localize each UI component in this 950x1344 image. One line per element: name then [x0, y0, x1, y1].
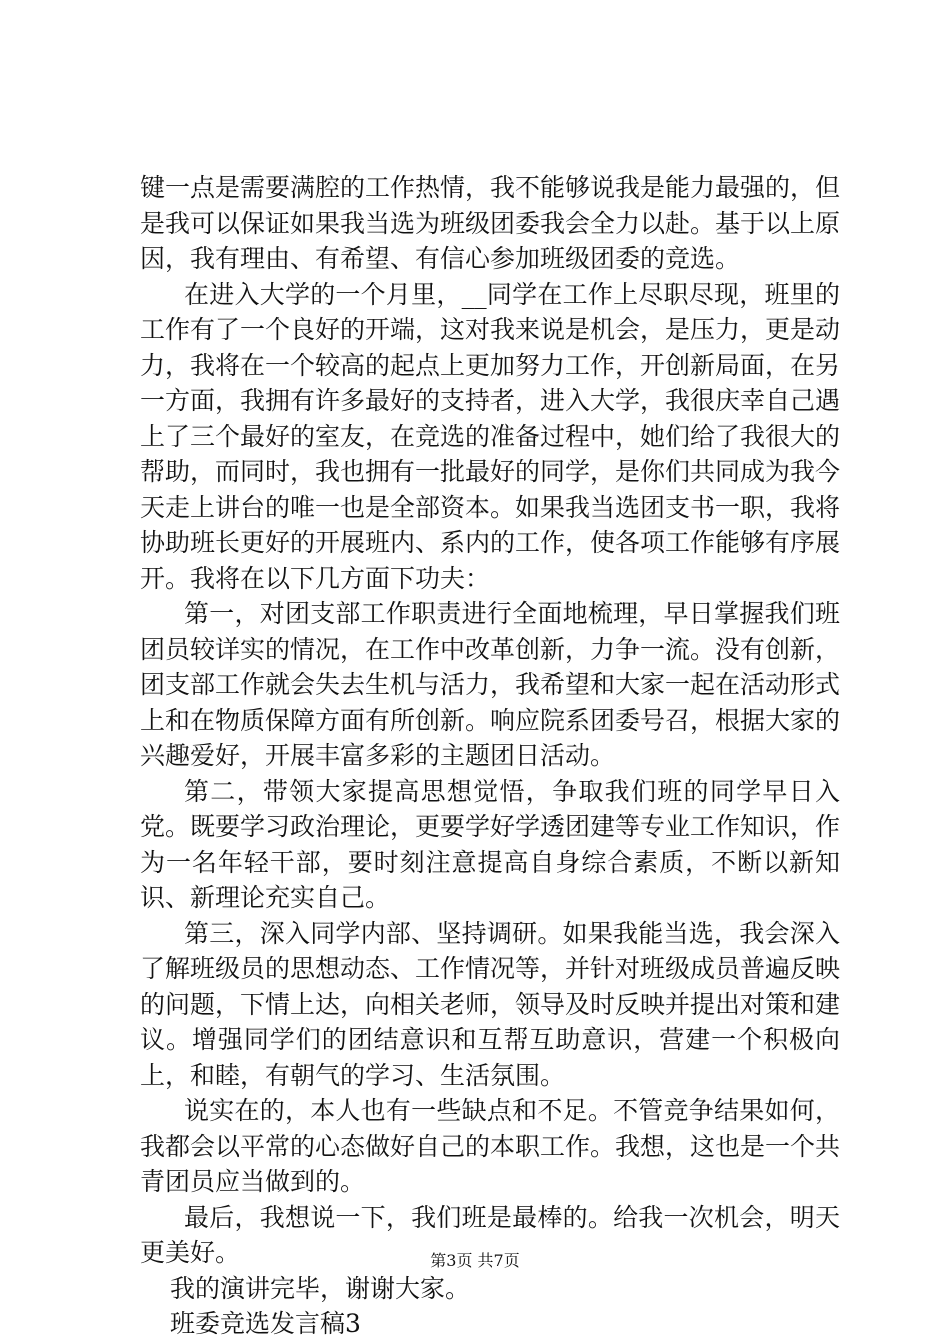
- section-heading: 班委竞选发言稿3: [170, 1309, 361, 1338]
- page-footer: [0, 1248, 950, 1271]
- paragraph-thanks: 我的演讲完毕，谢谢大家。: [170, 1273, 471, 1303]
- paragraph-point-three: 第三，深入同学内部、坚持调研。如果我能当选，我会深入了解班级员的思想动态、工作情况等，并针对班级成员普遍反映的问题，下情上达，向相关老师，领导及时反映并提出对策和建议。增强同学们的团结意识和互帮互助意识，营建一个积极向上，和睦，有朝气的学习、生活氛围。: [140, 918, 841, 1090]
- paragraph-closing: 最后，我想说一下，我们班是最棒的。给我一次机会，明天更美好。: [140, 1202, 840, 1267]
- page-indicator: 第3页 共7页: [430, 1251, 520, 1270]
- document-body: [140, 170, 840, 1342]
- paragraph-self-reflection: 说实在的，本人也有一些缺点和不足。不管竞争结果如何，我都会以平常的心态做好自己的本职工作。我想，这也是一个共青团员应当做到的。: [140, 1096, 841, 1196]
- paragraph-intro: 在进入大学的一个月里，__同学在工作上尽职尽现，班里的工作有了一个良好的开端，这对我来说是机会，是压力，更是动力，我将在一个较高的起点上更加努力工作，开创新局面，在另一方面，我拥有许多最好的支持者，进入大学，我很庆幸自己遇上了三个最好的室友，在竞选的准备过程中，她们给了我很大的帮助，而同时，我也拥有一批最好的同学，是你们共同成为我今天走上讲台的唯一也是全部资本。如果我当选团支书一职，我将协助班长更好的开展班内、系内的工作，使各项工作能够有序展开。我将在以下几方面下功夫：: [140, 279, 841, 593]
- paragraph-continuation: 键一点是需要满腔的工作热情，我不能够说我是能力最强的，但是我可以保证如果我当选为班级团委我会全力以赴。基于以上原因，我有理由、有希望、有信心参加班级团委的竞选。: [140, 173, 841, 273]
- paragraph-point-one: 第一，对团支部工作职责进行全面地梳理，早日掌握我们班团员较详实的情况，在工作中改革创新，力争一流。没有创新，团支部工作就会失去生机与活力，我希望和大家一起在活动形式上和在物质保障方面有所创新。响应院系团委号召，根据大家的兴趣爱好，开展丰富多彩的主题团日活动。: [140, 599, 841, 770]
- paragraph-point-two: 第二，带领大家提高思想觉悟，争取我们班的同学早日入党。既要学习政治理论，更要学好学透团建等专业工作知识，作为一名年轻干部，要时刻注意提高自身综合素质，不断以新知识、新理论充实自己。: [140, 776, 841, 912]
